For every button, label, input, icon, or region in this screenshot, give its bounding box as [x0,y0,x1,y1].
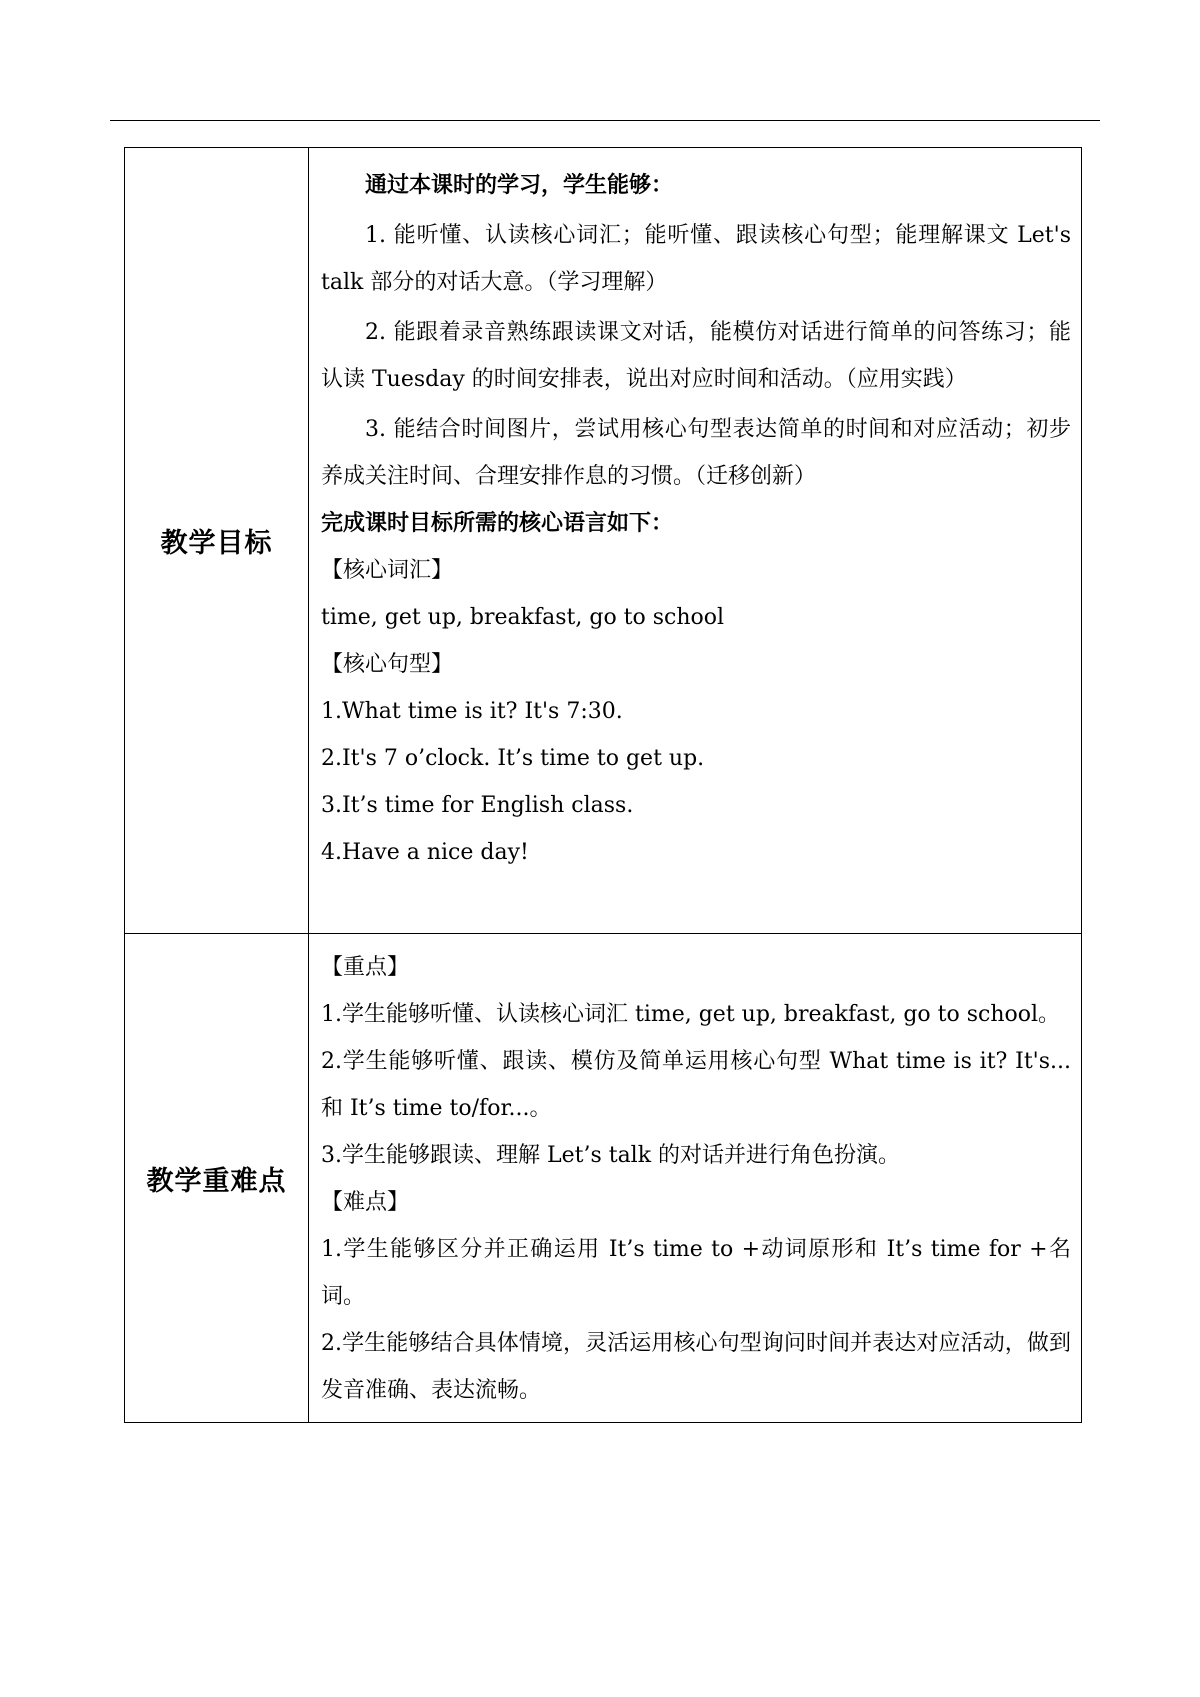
objectives-content [309,148,1082,934]
vocab-heading: 【核心词汇】 [321,558,454,583]
objectives-intro: 通过本课时的学习，学生能够： [365,172,674,198]
core-language-heading: 完成课时目标所需的核心语言如下： [321,510,674,536]
focus-item: 3.学生能够跟读、理解 Let’s talk 的对话并进行角色扮演。 [321,1143,901,1168]
key-points-label-cell [125,934,309,1423]
objective-item: 3. 能结合时间图片，尝试用核心句型表达简单的时间和对应活动；初步养成关注时间、合理安排作息的习惯。（迁移创新） [321,417,1071,489]
sentence-item: 1.What time is it? It's 7:30. [321,699,623,724]
sentence-item: 3.It’s time for English class. [321,793,634,818]
focus-heading: 【重点】 [321,955,410,980]
key-points-content [309,934,1082,1423]
objective-item: 2. 能跟着录音熟练跟读课文对话，能模仿对话进行简单的问答练习；能认读 Tuesday 的时间安排表，说出对应时间和活动。（应用实践） [321,320,1071,392]
objectives-row [125,148,1082,934]
header-rule [110,120,1100,121]
difficulty-heading: 【难点】 [321,1190,410,1215]
vocab-list: time, get up, breakfast, go to school [321,605,725,630]
sentence-item: 2.It's 7 o’clock. It’s time to get up. [321,746,705,771]
objectives-label-cell [125,148,309,934]
difficulty-item: 2.学生能够结合具体情境，灵活运用核心句型询问时间并表达对应活动，做到发音准确、表达流畅。 [321,1331,1071,1403]
objectives-label: 教学目标 [160,528,273,559]
focus-item: 2.学生能够听懂、跟读、模仿及简单运用核心句型 What time is it? It's... 和 It’s time to/for...。 [321,1049,1071,1121]
key-points-row [125,934,1082,1423]
focus-item: 1.学生能够听懂、认读核心词汇 time, get up, breakfast, go to school。 [321,1002,1061,1027]
sentences-heading: 【核心句型】 [321,652,454,677]
sentence-item: 4.Have a nice day! [321,840,529,865]
objective-item: 1. 能听懂、认读核心词汇；能听懂、跟读核心句型；能理解课文 Let's talk 部分的对话大意。（学习理解） [321,223,1071,295]
key-points-label: 教学重难点 [146,1165,287,1197]
lesson-plan-table [124,147,1082,1423]
difficulty-item: 1.学生能够区分并正确运用 It’s time to +动词原形和 It’s time for +名词。 [321,1237,1071,1309]
